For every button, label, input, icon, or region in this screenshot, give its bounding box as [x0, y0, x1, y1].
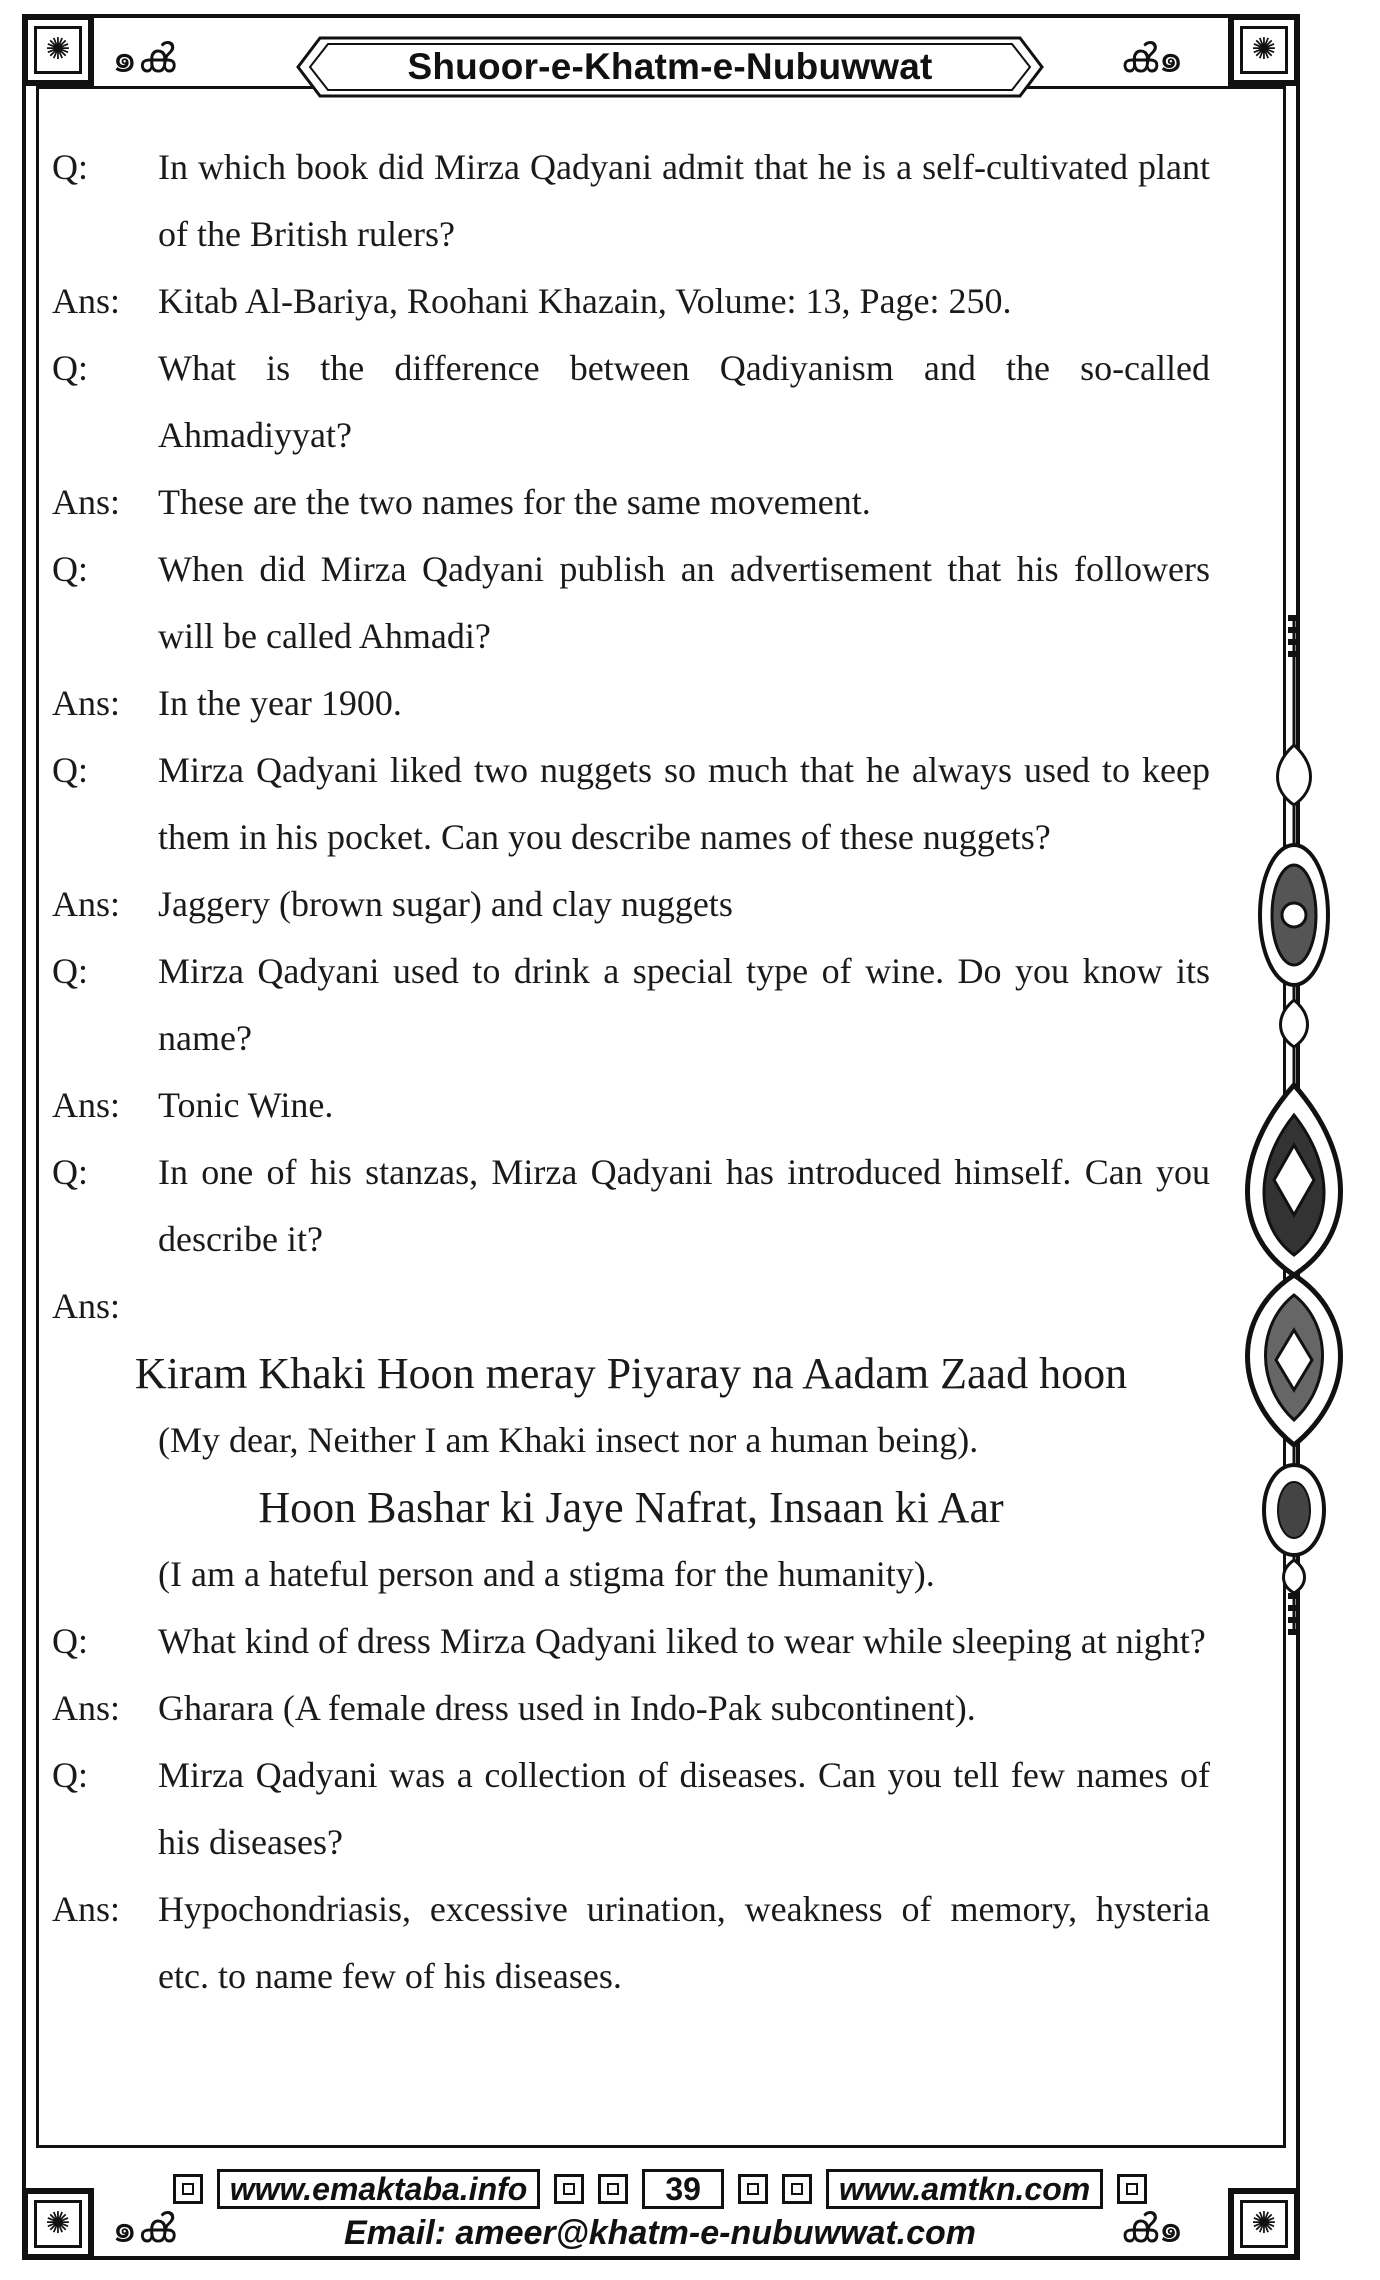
qa-row [52, 134, 1210, 268]
footer-bar [160, 2166, 1160, 2212]
verse-translation-1: (My dear, Neither I am Khaki insect nor a human being). [158, 1420, 979, 1460]
footer-ornament [782, 2174, 812, 2204]
qa-row [52, 335, 1210, 469]
qa-row [52, 1273, 1210, 1340]
verse-line-2: Hoon Bashar ki Jaye Nafrat, Insaan ki Aar [258, 1483, 1004, 1532]
corner-ornament-bottom-right: ✺ [1228, 2188, 1300, 2260]
qa-text: Mirza Qadyani liked two nuggets so much that he always used to keep them in his pocket. Can you describe names of these nuggets? [158, 750, 1210, 857]
verse-line-1: Kiram Khaki Hoon meray Piyaray na Aadam Zaad hoon [134, 1349, 1128, 1398]
footer-ornament [738, 2174, 768, 2204]
scroll-ornament-top-right: ൿ๑ [1120, 36, 1184, 82]
header-banner [290, 30, 1050, 104]
qa-text: What kind of dress Mirza Qadyani liked to wear while sleeping at night? [158, 1621, 1206, 1661]
qa-row [52, 1675, 1210, 1742]
footer-ornament [173, 2174, 203, 2204]
qa-row [52, 536, 1210, 670]
qa-text: Kitab Al-Bariya, Roohani Khazain, Volume: 13, Page: 250. [158, 281, 1012, 321]
page-title: Shuoor-e-Khatm-e-Nubuwwat [407, 46, 933, 87]
qa-text: Mirza Qadyani used to drink a special type of wine. Do you know its name? [158, 951, 1210, 1058]
qa-label: Q: [52, 348, 88, 388]
qa-label: Ans: [52, 1688, 121, 1728]
qa-row [52, 1139, 1210, 1273]
qa-label: Q: [52, 1621, 88, 1661]
qa-label: Q: [52, 549, 88, 589]
corner-ornament-top-right: ✺ [1228, 14, 1300, 86]
corner-ornament-top-left: ✺ [22, 14, 94, 86]
qa-label: Ans: [52, 884, 121, 924]
qa-label: Ans: [52, 1085, 121, 1125]
side-ornament [1232, 615, 1372, 1635]
footer-ornament [554, 2174, 584, 2204]
footer-email[interactable]: Email: ameer@khatm-e-nubuwwat.com [343, 2214, 977, 2252]
scroll-ornament-bottom-right: ൿ๑ [1120, 2206, 1184, 2252]
qa-text: When did Mirza Qadyani publish an advertisement that his followers will be called Ahmadi? [158, 549, 1210, 656]
scroll-ornament-top-left: ๑ൿ [112, 36, 176, 82]
qa-row [52, 1742, 1210, 1876]
qa-text: Tonic Wine. [158, 1085, 334, 1125]
qa-label: Q: [52, 147, 88, 187]
qa-text [158, 1273, 1210, 1340]
qa-row [52, 1876, 1210, 2010]
qa-text: What is the difference between Qadiyanism and the so-called Ahmadiyyat? [158, 348, 1210, 455]
qa-row [52, 670, 1210, 737]
qa-text: Hypochondriasis, excessive urination, weakness of memory, hysteria etc. to name few of his diseases. [158, 1889, 1210, 1996]
qa-label: Ans: [52, 482, 121, 522]
qa-row [52, 1608, 1210, 1675]
qa-label: Ans: [52, 1286, 121, 1326]
qa-label: Q: [52, 750, 88, 790]
qa-row [52, 737, 1210, 871]
qa-row [52, 268, 1210, 335]
footer-ornament [1117, 2174, 1147, 2204]
qa-label: Q: [52, 951, 88, 991]
qa-label: Ans: [52, 1889, 121, 1929]
qa-label: Q: [52, 1152, 88, 1192]
website-link-emaktaba[interactable]: www.emaktaba.info [217, 2169, 541, 2209]
qa-row [52, 1072, 1210, 1139]
qa-content [52, 134, 1210, 2010]
qa-row [52, 469, 1210, 536]
qa-text: These are the two names for the same movement. [158, 482, 871, 522]
qa-label: Ans: [52, 281, 121, 321]
footer-ornament [598, 2174, 628, 2204]
qa-label: Ans: [52, 683, 121, 723]
qa-row [52, 871, 1210, 938]
verse-translation-2: (I am a hateful person and a stigma for the humanity). [158, 1554, 935, 1594]
website-link-amtkn[interactable]: www.amtkn.com [826, 2169, 1103, 2209]
qa-text: In which book did Mirza Qadyani admit that he is a self-cultivated plant of the British rulers? [158, 147, 1210, 254]
qa-text: In the year 1900. [158, 683, 402, 723]
page-number: 39 [642, 2169, 724, 2209]
qa-text: In one of his stanzas, Mirza Qadyani has introduced himself. Can you describe it? [158, 1152, 1210, 1259]
qa-text: Jaggery (brown sugar) and clay nuggets [158, 884, 733, 924]
qa-text: Mirza Qadyani was a collection of diseases. Can you tell few names of his diseases? [158, 1755, 1210, 1862]
qa-label: Q: [52, 1755, 88, 1795]
qa-row [52, 938, 1210, 1072]
scroll-ornament-bottom-left: ๑ൿ [112, 2206, 176, 2252]
corner-ornament-bottom-left: ✺ [22, 2188, 94, 2260]
qa-text: Gharara (A female dress used in Indo-Pak subcontinent). [158, 1688, 976, 1728]
